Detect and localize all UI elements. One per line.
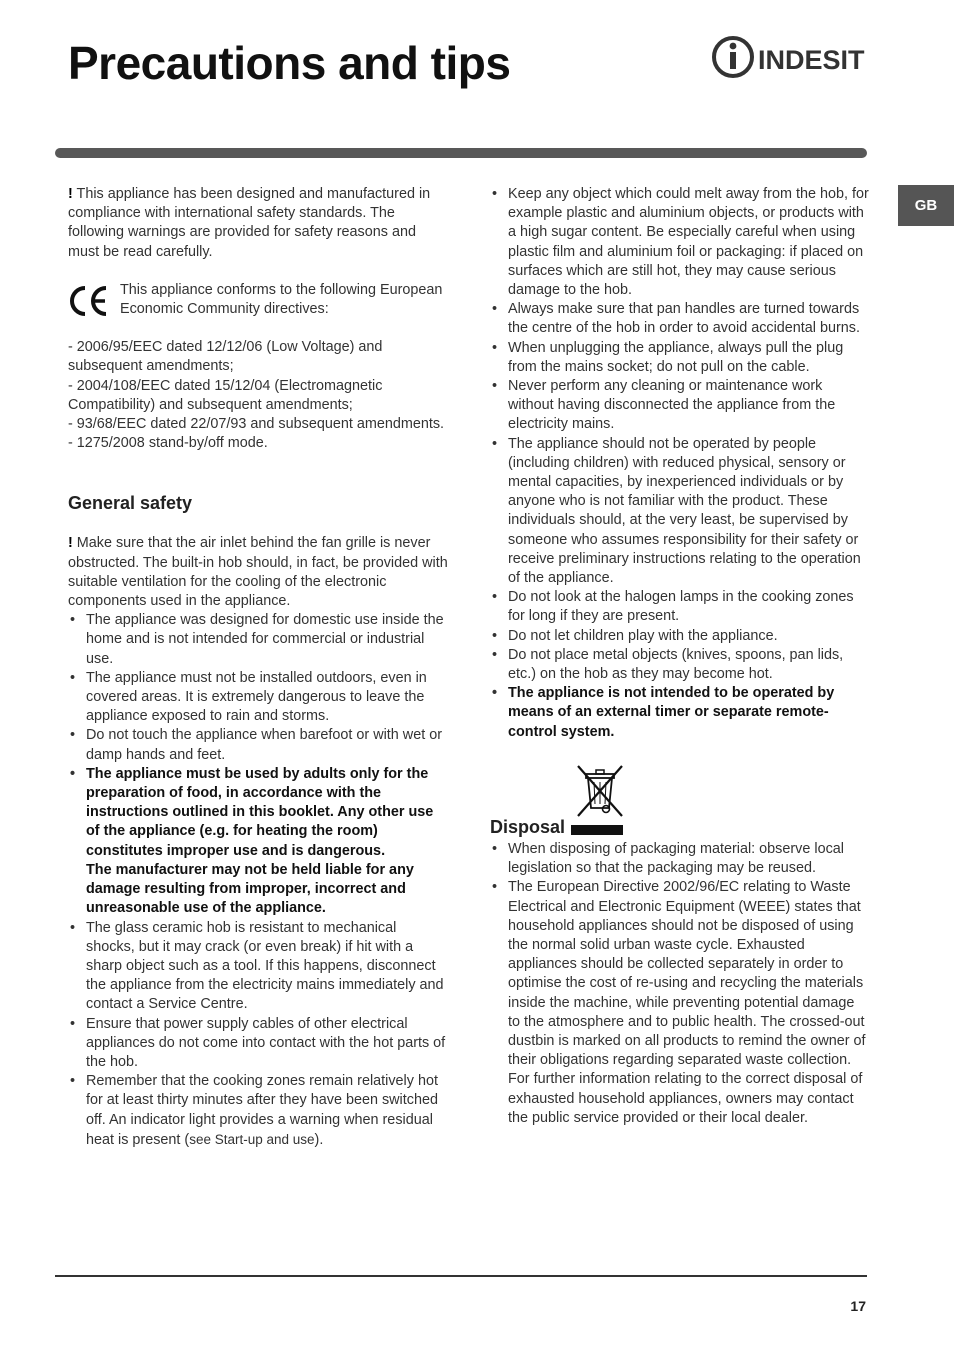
weee-bar	[571, 825, 623, 835]
safety-list-continued	[490, 185, 870, 742]
warning-mark: !	[68, 186, 73, 202]
disposal-heading: Disposal	[490, 816, 566, 837]
left-column	[68, 185, 448, 1150]
list-item: • Keep any object which could melt away from the hob, for example plastic and aluminium objects, or products with a high sugar content. Be especially careful when using plastic film and aluminium foil or packaging: if placed on surfaces which are still hot, they may cause serious damage to the hob.	[490, 185, 870, 300]
ce-block	[68, 281, 448, 319]
list-item: • The appliance was designed for domestic use inside the home and is not intended for commercial or industrial use.	[68, 611, 448, 669]
directive-4: - 1275/2008 stand-by/off mode.	[68, 435, 268, 452]
ce-text: This appliance conforms to the following European Economic Community directives:	[120, 281, 443, 318]
list-item: • Never perform any cleaning or maintenance work without having disconnected the appliance from the electricity mains.	[490, 377, 870, 435]
ce-mark-icon	[68, 283, 112, 319]
list-item: • The European Directive 2002/96/EC relating to Waste Electrical and Electronic Equipment (WEEE) states that household appliances should not be disposed of using the normal solid urban waste cycle. Exhausted appliances should be collected separately in order to optimise the cost of re-using and recycling the materials inside the machine, while preventing potential damage to the atmosphere and to public health. The crossed-out dustbin is marked on all products to remind the owner of their obligations regarding separated waste collection.	[490, 878, 870, 1070]
intro-paragraph: ! This appliance has been designed and manufactured in compliance with international safety standards. The following warnings are provided for safety reasons and must be read carefully.	[68, 186, 431, 260]
right-column	[490, 185, 870, 1128]
list-item: • The appliance must not be installed outdoors, even in covered areas. It is extremely dangerous to leave the appliance exposed to rain and storms.	[68, 669, 448, 727]
directive-3: - 93/68/EEC dated 22/07/93 and subsequent amendments.	[68, 416, 445, 433]
general-safety-list	[68, 611, 448, 1150]
general-safety-heading: General safety	[68, 493, 193, 514]
language-tab: GB	[898, 185, 954, 226]
footer-divider	[55, 1275, 867, 1277]
list-item: • The appliance should not be operated by people (including children) with reduced physical, sensory or mental capacities, by inexperienced individuals or by anyone who is not familiar with the product. These individuals should, at the very least, be supervised by someone who assumes responsibility for their safety or receive preliminary instructions relating to the operation of the appliance.	[490, 435, 870, 589]
directive-1: - 2006/95/EEC dated 12/12/06 (Low Voltage) and subsequent amendments;	[68, 339, 383, 375]
list-item-bold: • The appliance is not intended to be operated by means of an external timer or separate remote-control system.	[490, 684, 870, 742]
indesit-logo	[712, 34, 870, 80]
general-safety-intro: ! Make sure that the air inlet behind the fan grille is never obstructed. The built-in hob should, in fact, be provided with suitable ventilation for the cooling of the electronic components used in the appliance.	[68, 535, 448, 610]
list-item-bold: • The appliance must be used by adults only for the preparation of food, in accordance with the instructions outlined in this booklet. Any other use of the appliance (e.g. for heating the room) constitutes improper use and is dangerous. The manufacturer may not be held liable for any damage resulting from improper, incorrect and unreasonable use of the appliance.	[68, 765, 448, 919]
list-item: • Do not let children play with the appliance.	[490, 627, 870, 646]
list-item: • When disposing of packaging material: observe local legislation so that the packaging may be reused.	[490, 840, 870, 878]
crossed-out-wheelie-bin-icon	[572, 762, 628, 820]
disposal-list	[490, 840, 870, 1070]
list-item: • Do not touch the appliance when barefoot or with wet or damp hands and feet.	[68, 726, 448, 764]
header-divider	[55, 148, 867, 158]
cross-reference: see Start-up and use	[189, 1131, 315, 1147]
list-item: • Always make sure that pan handles are turned towards the centre of the hob in order to avoid accidental burns.	[490, 300, 870, 338]
list-item: • The glass ceramic hob is resistant to mechanical shocks, but it may crack (or even break) if hit with a sharp object such as a tool. If this happens, disconnect the appliance from the electricity mains immediately and contact a Service Centre.	[68, 919, 448, 1015]
warning-mark: !	[68, 535, 73, 552]
list-item: • Remember that the cooking zones remain relatively hot for at least thirty minutes after they have been switched off. An indicator light provides a warning when residual heat is present (see Start-up and use).	[68, 1072, 448, 1150]
list-item: • Ensure that power supply cables of other electrical appliances do not come into contact with the hot parts of the hob.	[68, 1015, 448, 1073]
disposal-heading-row	[490, 816, 870, 838]
list-item: • Do not look at the halogen lamps in the cooking zones for long if they are present.	[490, 588, 870, 626]
directive-2: - 2004/108/EEC dated 15/12/04 (Electromagnetic Compatibility) and subsequent amendments;	[68, 377, 383, 413]
list-item: • When unplugging the appliance, always pull the plug from the mains socket; do not pull on the cable.	[490, 339, 870, 377]
disposal-further-info: For further information relating to the correct disposal of exhausted household appliances, owners may contact the public service provided or their local dealer.	[508, 1071, 863, 1126]
brand-name: INDESIT	[758, 45, 865, 75]
list-item: • Do not place metal objects (knives, spoons, pan lids, etc.) on the hob as they may become hot.	[490, 646, 870, 684]
page-title: Precautions and tips	[68, 37, 511, 89]
page-number: 17	[850, 1298, 866, 1314]
